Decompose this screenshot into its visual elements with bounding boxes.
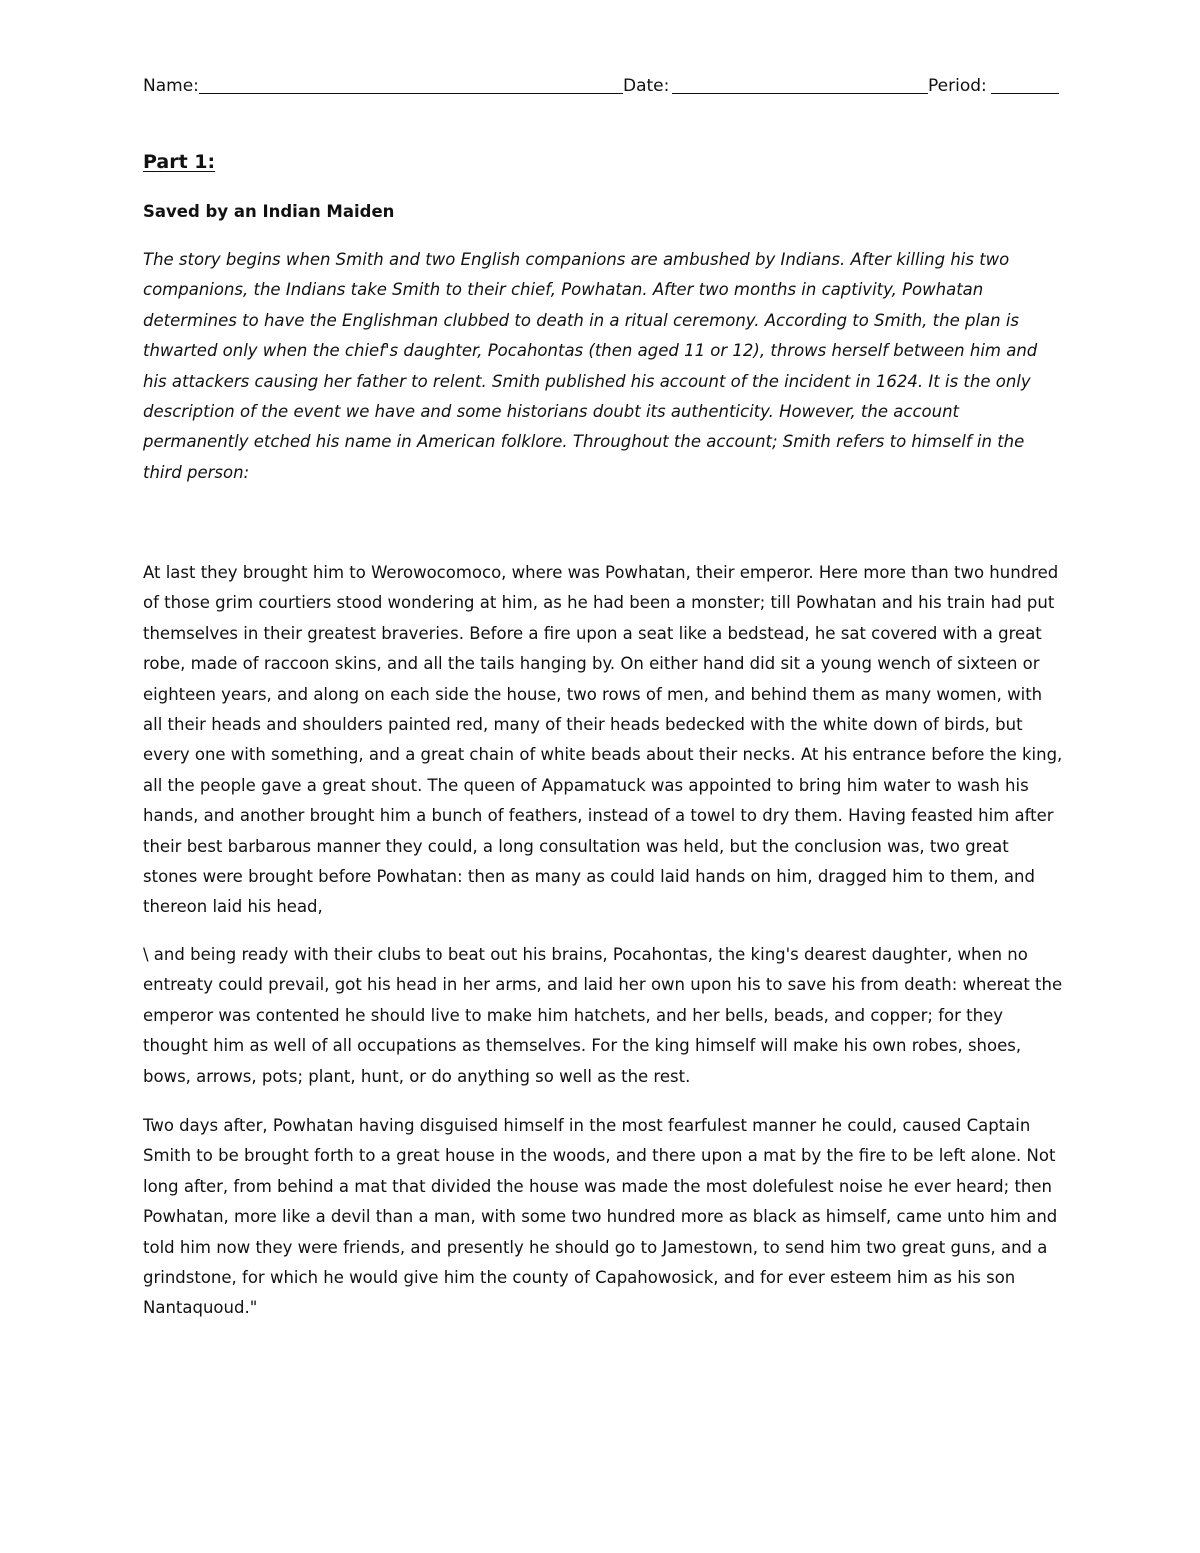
- period-label: Period:: [928, 76, 987, 96]
- date-blank-line: [672, 93, 928, 94]
- name-blank-line: [199, 93, 623, 94]
- section-title: Saved by an Indian Maiden: [143, 202, 395, 221]
- student-info-line: [143, 72, 1063, 100]
- part-title: Part 1:: [143, 151, 216, 173]
- body-paragraph-2: \ and being ready with their clubs to beat out his brains, Pocahontas, the king's dearest daughter, when no entreaty could prevail, got his head in her arms, and laid her own upon his to save his from death: whereat the emperor was contented he should live to make him hatchets, and her bells, beads, and copper; for they thought him as well of all occupations as themselves. For the king himself will make his own robes, shoes, bows, arrows, pots; plant, hunt, or do anything so well as the rest.: [143, 945, 1063, 1086]
- period-blank-line: [991, 93, 1059, 94]
- date-label: Date:: [623, 76, 670, 96]
- intro-paragraph: The story begins when Smith and two English companions are ambushed by Indians. After killing his two companions, the Indians take Smith to their chief, Powhatan. After two months in captivity, Powhatan determines to have the Englishman clubbed to death in a ritual ceremony. According to Smith, the plan is thwarted only when the chief's daughter, Pocahontas (then aged 11 or 12), throws herself between him and his attackers causing her father to relent. Smith published his account of the incident in 1624. It is the only description of the event we have and some historians doubt its authenticity. However, the account permanently etched his name in American folklore. Throughout the account; Smith refers to himself in the third person:: [143, 250, 1038, 482]
- body-paragraph-3: Two days after, Powhatan having disguised himself in the most fearfulest manner he could, caused Captain Smith to be brought forth to a great house in the woods, and there upon a mat by the fire to be left alone. Not long after, from behind a mat that divided the house was made the most dolefulest noise he ever heard; then Powhatan, more like a devil than a man, with some two hundred more as black as himself, came unto him and told him now they were friends, and presently he should go to Jamestown, to send him two great guns, and a grindstone, for which he would give him the county of Capahowosick, and for ever esteem him as his son Nantaquoud.": [143, 1116, 1058, 1318]
- name-label: Name:: [143, 76, 199, 96]
- body-paragraph-1: At last they brought him to Werowocomoco, where was Powhatan, their emperor. Here more than two hundred of those grim courtiers stood wondering at him, as he had been a monster; till Powhatan and his train had put themselves in their greatest braveries. Before a fire upon a seat like a bedstead, he sat covered with a great robe, made of raccoon skins, and all the tails hanging by. On either hand did sit a young wench of sixteen or eighteen years, and along on each side the house, two rows of men, and behind them as many women, with all their heads and shoulders painted red, many of their heads bedecked with the white down of birds, but every one with something, and a great chain of white beads about their necks. At his entrance before the king, all the people gave a great shout. The queen of Appamatuck was appointed to bring him water to wash his hands, and another brought him a bunch of feathers, instead of a towel to dry them. Having feasted him after their best barbarous manner they could, a long consultation was held, but the conclusion was, two great stones were brought before Powhatan: then as many as could laid hands on him, dragged him to them, and thereon laid his head,: [143, 563, 1063, 917]
